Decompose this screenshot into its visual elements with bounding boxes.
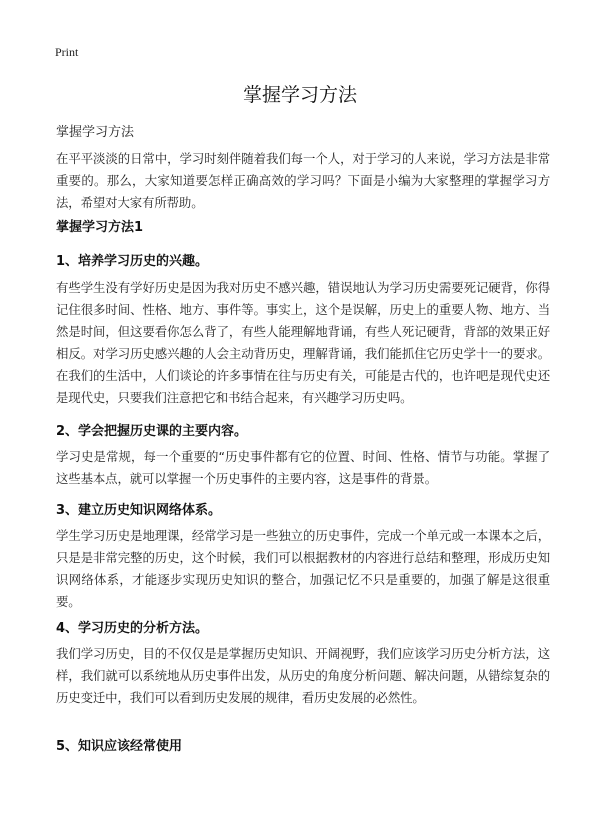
point-3-body: 学生学习历史是地理课，经常学习是一些独立的历史事件，完成一个单元或一本课本之后，只是是非常完整的历史，这个时候，我们可以根据教材的内容进行总结和整理，形成历史知识网络体系，才能逐步实现历史知识的整合，加强记忆不只是重要的，加强了解是这很重要。 <box>56 528 550 609</box>
point-1-heading: 1、培养学习历史的兴趣。 <box>56 254 209 269</box>
point-2-body: 学习史是常规，每一个重要的“历史事件都有它的位置、时间、性格、情节与功能。掌握了这些基本点，就可以掌握一个历史事件的主要内容，这是事件的背景。 <box>56 449 550 486</box>
point-5-heading: 5、知识应该经常使用 <box>56 739 183 754</box>
point-4-heading: 4、学习历史的分析方法。 <box>56 621 209 636</box>
point-1-body: 有些学生没有学好历史是因为我对历史不感兴趣，错误地认为学习历史需要死记硬背，你得记住很多时间、性格、地方、事件等。事实上，这个是误解，历史上的重要人物、地方、当然是时间，但这要看你怎么背了，有些人能理解地背诵，有些人死记硬背，背部的效果正好相反。对学习历史感兴趣的人会主动背历史，理解背诵，我们能抓住它历史学十一的要求。在我们的生活中，人们谈论的许多事情在往与历史有关，可能是古代的，也许吧是现代史还是现代史，只要我们注意把它和书结合起来，有兴趣学习历史吗。 <box>56 280 550 405</box>
intro-paragraph: 在平平淡淡的日常中，学习时刻伴随着我们每一个人，对于学习的人来说，学习方法是非常重要的。那么，大家知道要怎样正确高效的学习吗？下面是小编为大家整理的掌握学习方法，希望对大家有所帮助。 <box>56 151 550 210</box>
document-subtitle: 掌握学习方法 <box>56 125 135 140</box>
point-3-heading: 3、建立历史知识网络体系。 <box>56 503 222 518</box>
point-2-heading: 2、学会把握历史课的主要内容。 <box>56 424 248 439</box>
print-link[interactable]: Print <box>55 45 79 59</box>
point-4-body: 我们学习历史，目的不仅仅是是掌握历史知识、开阔视野，我们应该学习历史分析方法，这样，我们就可以系统地从历史事件出发，从历史的角度分析问题、解决问题，从错综复杂的历史变迁中，我们可以看到历史发展的规律，看历史发展的必然性。 <box>56 646 550 705</box>
section-label: 掌握学习方法1 <box>56 220 144 235</box>
page-title: 掌握学习方法 <box>242 84 357 106</box>
